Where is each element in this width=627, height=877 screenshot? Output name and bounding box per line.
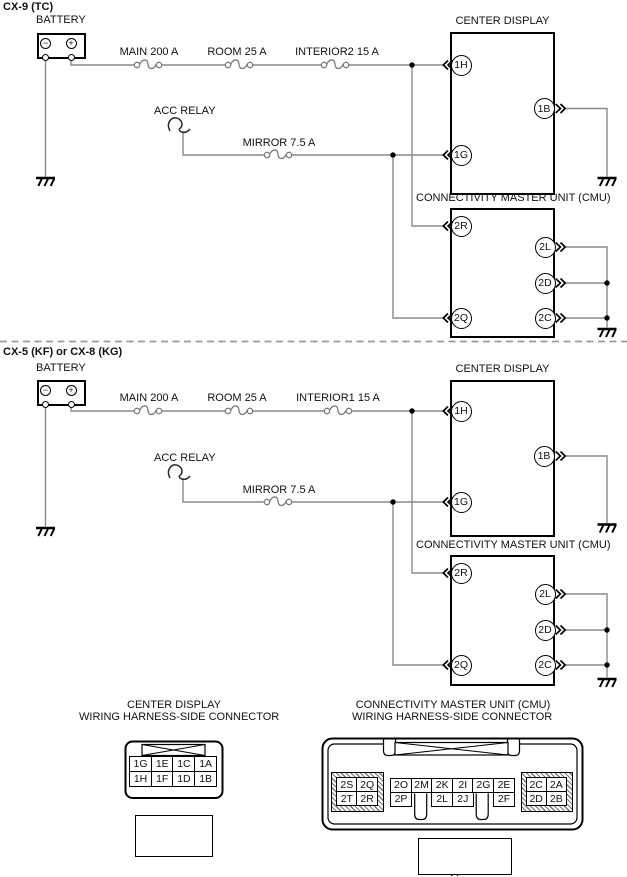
chevron-right-icon <box>556 279 566 288</box>
bottom-notch <box>476 794 488 820</box>
bottom-notch <box>415 794 427 820</box>
ground-icon <box>598 679 617 687</box>
pin-cell-2k: 2K <box>431 778 453 794</box>
cmu-connector-subtitle: WIRING HARNESS-SIDE CONNECTOR <box>352 710 553 723</box>
acc-relay-icon <box>168 465 190 480</box>
ground-icon <box>598 329 617 337</box>
cmu-title: CONNECTIVITY MASTER UNIT (CMU) <box>416 538 611 551</box>
top-notch <box>384 740 396 756</box>
fuse-label-mirror: MIRROR 7.5 A <box>242 483 316 496</box>
pin-cell-2a: 2A <box>546 777 567 792</box>
pin-cell-2g: 2G <box>472 778 494 794</box>
pin-cell-1e: 1E <box>151 756 174 773</box>
junction-dot <box>409 408 414 413</box>
pin-cell-2o: 2O <box>390 778 412 794</box>
chevron-right-icon <box>556 104 566 113</box>
battery-positive-terminal-icon: + <box>66 38 77 49</box>
chevron-right-icon <box>556 661 566 670</box>
fuse-icon <box>134 60 161 69</box>
pin-connector-1h: 1H <box>451 401 472 422</box>
battery-positive-terminal-icon: + <box>66 385 77 396</box>
ground-icon <box>598 178 617 186</box>
pin-connector-1h: 1H <box>451 55 472 76</box>
junction-dot <box>390 499 395 504</box>
chevron-right-icon <box>556 314 566 323</box>
junction-dot <box>604 662 609 667</box>
junction-dot <box>390 152 395 157</box>
fuse-icon <box>324 406 351 415</box>
top-notch <box>508 740 520 756</box>
fuse-label-room: ROOM 25 A <box>207 392 267 404</box>
fuse-label-interior: INTERIOR2 15 A <box>295 45 379 58</box>
pin-connector-2r: 2R <box>451 563 472 584</box>
fuse-label-interior: INTERIOR1 15 A <box>296 392 380 404</box>
pin-connector-2d: 2D <box>535 620 556 641</box>
pin-cell-2r: 2R <box>356 791 378 806</box>
pin-connector-2d: 2D <box>535 273 556 294</box>
acc-relay-icon <box>168 118 190 133</box>
fuse-label-main: MAIN 200 A <box>119 45 179 58</box>
fuse-icon <box>134 406 161 415</box>
pin-cell-1f: 1F <box>151 771 174 788</box>
pin-connector-1g: 1G <box>451 145 472 166</box>
pin-cell-1g: 1G <box>129 756 152 773</box>
pin-cell-2s: 2S <box>336 777 358 792</box>
cmu-right-pin-block <box>521 772 573 812</box>
battery-terminal-post <box>42 401 49 408</box>
pin-connector-1b: 1B <box>534 98 555 119</box>
fuse-icon <box>225 60 252 69</box>
pin-cell-1a: 1A <box>194 756 217 773</box>
pin-cell-2c: 2C <box>526 777 547 792</box>
pin-cell-2b: 2B <box>546 791 567 806</box>
pin-connector-2c: 2C <box>535 655 556 676</box>
ground-icon <box>598 525 617 533</box>
chevron-right-icon <box>556 626 566 635</box>
center-display-title: CENTER DISPLAY <box>455 362 550 375</box>
pin-connector-2q: 2Q <box>451 308 472 329</box>
pin-connector-2q: 2Q <box>451 655 472 676</box>
cd-connector-title: CENTER DISPLAY <box>127 698 221 711</box>
pin-cell-2t: 2T <box>336 791 358 806</box>
acc-relay-label: ACC RELAY <box>154 104 216 117</box>
chevron-right-icon <box>556 590 566 599</box>
fuse-label-mirror: MIRROR 7.5 A <box>242 136 316 149</box>
battery-negative-terminal-icon: − <box>40 38 51 49</box>
pin-cell-1d: 1D <box>172 771 195 788</box>
fuse-label-main: MAIN 200 A <box>119 392 179 404</box>
pin-cell-2q: 2Q <box>356 777 378 792</box>
center-display-title: CENTER DISPLAY <box>455 14 550 27</box>
cmu-connector-title: CONNECTIVITY MASTER UNIT (CMU) <box>355 698 551 711</box>
ground-icon <box>36 178 55 186</box>
fuse-icon <box>225 406 252 415</box>
pin-cell-2j: 2J <box>452 792 474 808</box>
pin-connector-2c: 2C <box>535 308 556 329</box>
cd-connector-subtitle: WIRING HARNESS-SIDE CONNECTOR <box>79 710 280 723</box>
cd-insertion-icon-box <box>135 815 213 857</box>
pin-connector-2l: 2L <box>535 237 556 258</box>
cmu-insertion-icon-box <box>418 838 512 875</box>
pin-cell-2p: 2P <box>390 792 412 808</box>
junction-dot <box>604 315 609 320</box>
ground-icon <box>36 528 55 536</box>
pin-connector-1b: 1B <box>534 446 555 467</box>
pin-cell-2m: 2M <box>411 778 433 794</box>
pin-cell-1h: 1H <box>129 771 152 788</box>
cmu-left-pin-block <box>331 772 384 812</box>
fuse-icon <box>321 60 348 69</box>
pin-cell-2i: 2I <box>452 778 474 794</box>
pin-connector-2l: 2L <box>535 584 556 605</box>
chevron-right-icon <box>556 452 566 461</box>
section-title: CX-5 (KF) or CX-8 (KG) <box>3 345 123 358</box>
section-title: CX-9 (TC) <box>3 1 54 13</box>
battery-negative-terminal-icon: − <box>40 385 51 396</box>
chevron-right-icon <box>556 243 566 252</box>
pin-cell-2e: 2E <box>493 778 515 794</box>
battery-terminal-post <box>42 54 49 61</box>
pin-connector-2r: 2R <box>451 216 472 237</box>
fuse-icon <box>264 497 291 506</box>
battery-label: BATTERY <box>36 361 86 374</box>
pin-cell-2f: 2F <box>493 792 515 808</box>
fuse-icon <box>264 150 291 159</box>
battery-label: BATTERY <box>36 14 86 26</box>
pin-cell-2l: 2L <box>431 792 453 808</box>
junction-dot <box>409 62 414 67</box>
cmu-title: CONNECTIVITY MASTER UNIT (CMU) <box>416 191 611 204</box>
pin-cell-1c: 1C <box>172 756 195 773</box>
battery-terminal-post <box>68 401 75 408</box>
junction-dot <box>604 280 609 285</box>
pin-cell-2d: 2D <box>526 791 547 806</box>
pin-connector-1g: 1G <box>451 492 472 513</box>
battery-terminal-post <box>68 54 75 61</box>
junction-dot <box>604 627 609 632</box>
acc-relay-label: ACC RELAY <box>154 451 216 464</box>
pin-cell-1b: 1B <box>194 771 217 788</box>
fuse-label-room: ROOM 25 A <box>207 45 267 58</box>
